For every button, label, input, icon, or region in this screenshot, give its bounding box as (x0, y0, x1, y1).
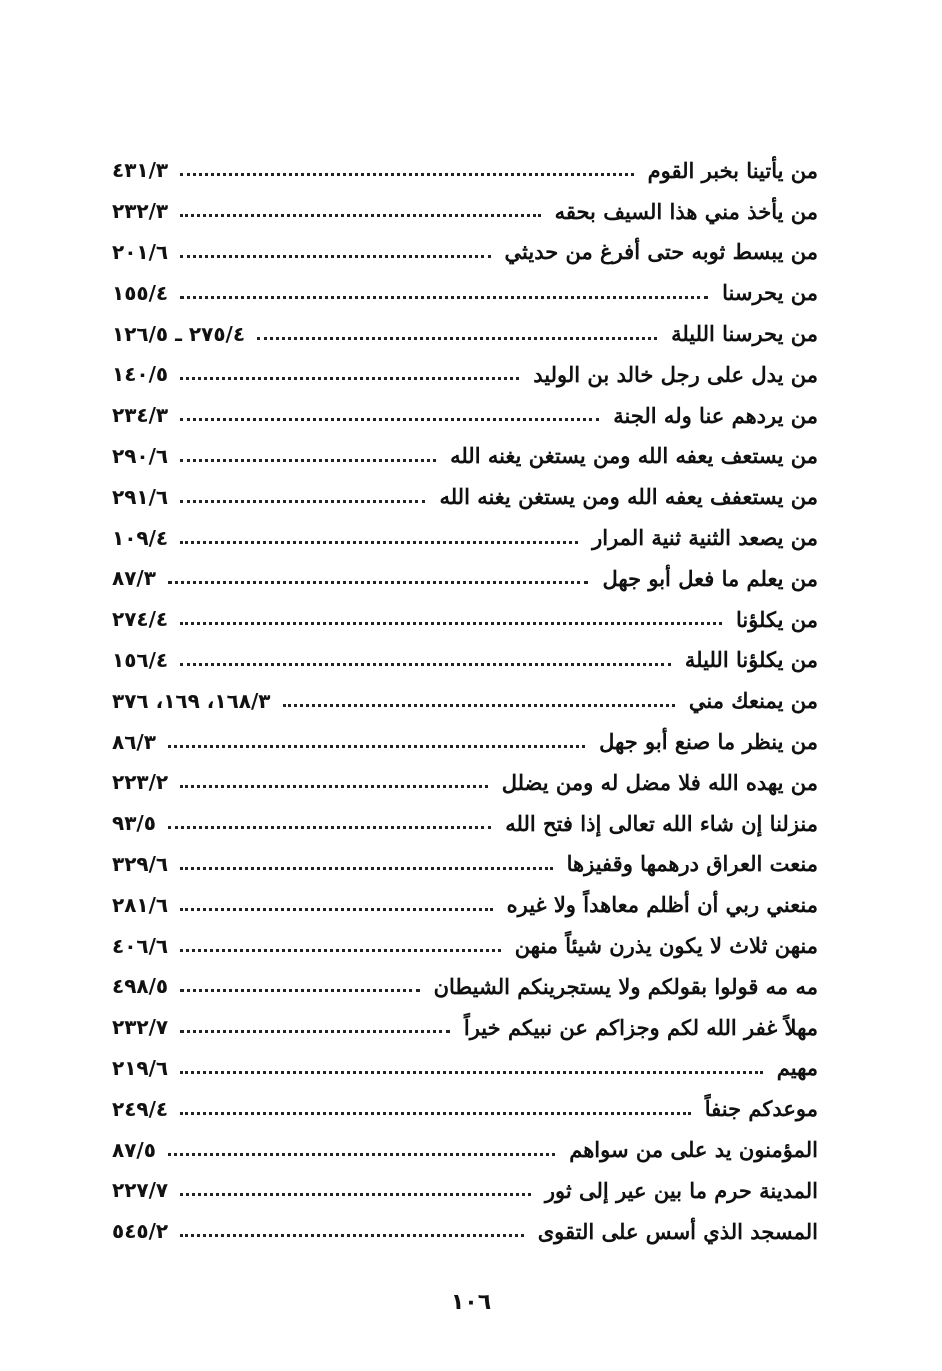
entry-reference: ٤٩٨/٥ (112, 974, 169, 999)
index-entry (112, 272, 818, 313)
entry-reference: ٢٢٧/٧ (112, 1178, 169, 1203)
page-number: ١٠٦ (450, 1290, 492, 1315)
entry-reference: ٢٤٩/٤ (112, 1096, 169, 1121)
index-entry (112, 1129, 818, 1170)
entry-phrase: موعدكم جنفاً (704, 1096, 818, 1122)
entry-reference: ٢٢٣/٢ (112, 770, 169, 795)
entry-reference: ٨٧/٣ (112, 566, 156, 591)
dot-leader (180, 489, 425, 505)
entry-phrase: مه مه قولوا بقولكم ولا يستجرينكم الشيطان (433, 973, 818, 999)
entry-reference: ٢١٩/٦ (112, 1055, 169, 1080)
entry-phrase: منهن ثلاث لا يكون يذرن شيئاً منهن (514, 933, 818, 959)
entry-phrase: من يمنعك مني (688, 688, 818, 714)
entry-phrase: من يأخذ مني هذا السيف بحقه (554, 198, 818, 224)
index-entry (112, 476, 818, 517)
entry-reference: ٢٣٢/٣ (112, 199, 169, 224)
entry-phrase: من يصعد الثنية ثنية المرار (592, 525, 818, 551)
index-entry (112, 191, 818, 232)
index-entry (112, 680, 818, 721)
entry-phrase: المسجد الذي أسس على التقوى (537, 1218, 818, 1244)
entry-phrase: المدينة حرم ما بين عير إلى ثور (544, 1177, 818, 1203)
dot-leader (168, 734, 585, 750)
entry-phrase: من ينظر ما صنع أبو جهل (599, 729, 818, 755)
entry-reference: ٨٦/٣ (112, 729, 156, 754)
dot-leader (180, 774, 488, 790)
entry-reference: ٩٣/٥ (112, 811, 156, 836)
entry-phrase: مهلاً غفر الله لكم وجزاكم عن نبيكم خيراً (463, 1014, 818, 1040)
index-entry (112, 599, 818, 640)
entry-reference: ١٥٦/٤ (112, 647, 169, 672)
index-entry (112, 844, 818, 885)
index-entry (112, 436, 818, 477)
dot-leader (168, 815, 491, 831)
entry-phrase: من يحرسنا الليلة (671, 321, 818, 347)
index-entry (112, 1007, 818, 1048)
dot-leader (180, 938, 501, 954)
entry-phrase: من يأتينا بخبر القوم (647, 157, 818, 183)
index-entry (112, 558, 818, 599)
index-entry (112, 313, 818, 354)
index-entry (112, 966, 818, 1007)
dot-leader (180, 978, 419, 994)
dot-leader (180, 1101, 691, 1117)
entry-reference: ٢٣٢/٧ (112, 1015, 169, 1040)
dot-leader (180, 1223, 524, 1239)
dot-leader (180, 530, 578, 546)
dot-leader (257, 326, 657, 342)
entry-phrase: من يكلؤنا الليلة (684, 647, 818, 673)
dot-leader (180, 448, 436, 464)
entry-reference: ٣٢٩/٦ (112, 851, 169, 876)
index-entry (112, 1088, 818, 1129)
entry-reference: ١٦٨/٣، ١٦٩، ٣٧٦ (112, 688, 271, 713)
entry-phrase: منزلنا إن شاء الله تعالى إذا فتح الله (505, 810, 818, 836)
index-entry (112, 517, 818, 558)
index-entry (112, 150, 818, 191)
entry-reference: ٢٩١/٦ (112, 484, 169, 509)
entry-phrase: مهيم (776, 1055, 818, 1081)
index-entry (112, 762, 818, 803)
entry-reference: ١٠٩/٤ (112, 525, 169, 550)
dot-leader (180, 162, 634, 178)
hadith-index-list (112, 150, 818, 1252)
index-entry (112, 925, 818, 966)
entry-reference: ٨٧/٥ (112, 1137, 156, 1162)
index-entry (112, 354, 818, 395)
entry-phrase: منعت العراق درهمها وقفيزها (566, 851, 818, 877)
entry-phrase: المؤمنون يد على من سواهم (569, 1137, 818, 1163)
entry-phrase: من يستعف يعفه الله ومن يستغن يغنه الله (450, 443, 818, 469)
dot-leader (283, 693, 675, 709)
dot-leader (180, 203, 540, 219)
entry-reference: ٢٩٠/٦ (112, 443, 169, 468)
entry-reference: ٢٨١/٦ (112, 892, 169, 917)
entry-phrase: من يستعفف يعفه الله ومن يستغن يغنه الله (439, 484, 818, 510)
entry-reference: ٢٧٤/٤ (112, 607, 169, 632)
entry-reference: ٥٤٥/٢ (112, 1219, 169, 1244)
entry-phrase: منعني ربي أن أظلم معاهداً ولا غيره (506, 892, 818, 918)
entry-reference: ٤٣١/٣ (112, 158, 169, 183)
dot-leader (180, 285, 708, 301)
dot-leader (180, 1019, 450, 1035)
index-entry (112, 1170, 818, 1211)
dot-leader (180, 244, 490, 260)
index-entry (112, 1048, 818, 1089)
dot-leader (168, 1142, 555, 1158)
entry-reference: ٤٠٦/٦ (112, 933, 169, 958)
dot-leader (180, 407, 599, 423)
entry-phrase: من يردهم عنا وله الجنة (613, 402, 818, 428)
dot-leader (180, 366, 519, 382)
entry-phrase: من يبسط ثوبه حتى أفرغ من حديثي (504, 239, 818, 265)
index-entry (112, 395, 818, 436)
entry-phrase: من يعلم ما فعل أبو جهل (602, 565, 818, 591)
dot-leader (180, 897, 492, 913)
dot-leader (180, 1182, 531, 1198)
dot-leader (180, 652, 671, 668)
index-entry (112, 640, 818, 681)
entry-reference: ٢٣٤/٣ (112, 403, 169, 428)
dot-leader (180, 611, 722, 627)
entry-phrase: من يحرسنا (722, 280, 818, 306)
index-entry (112, 232, 818, 273)
index-entry (112, 721, 818, 762)
dot-leader (180, 856, 553, 872)
entry-reference: ١٤٠/٥ (112, 362, 169, 387)
entry-phrase: من يكلؤنا (735, 606, 818, 632)
entry-reference: ٢٠١/٦ (112, 239, 169, 264)
index-entry (112, 884, 818, 925)
entry-phrase: من يهده الله فلا مضل له ومن يضلل (501, 769, 818, 795)
entry-reference: ٢٧٥/٤ ـ ١٢٦/٥ (112, 321, 246, 346)
entry-phrase: من يدل على رجل خالد بن الوليد (533, 361, 818, 387)
dot-leader (168, 570, 589, 586)
index-entry (112, 803, 818, 844)
dot-leader (180, 1060, 763, 1076)
index-entry (112, 1211, 818, 1252)
entry-reference: ١٥٥/٤ (112, 280, 169, 305)
